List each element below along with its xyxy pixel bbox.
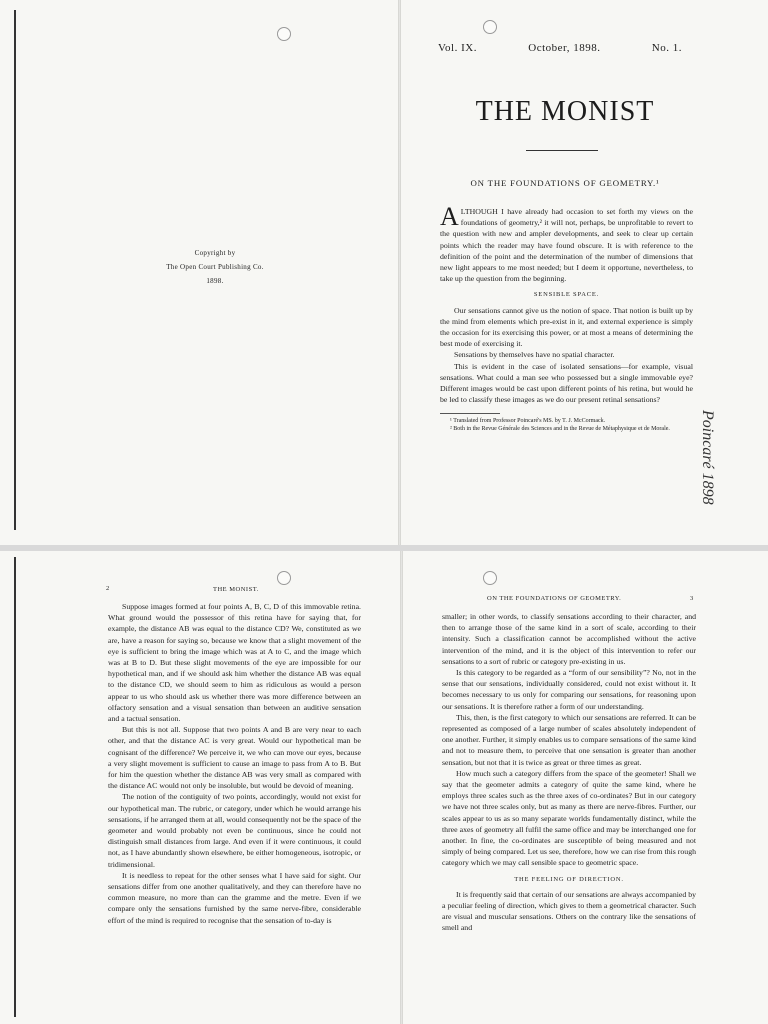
punch-hole-icon <box>277 571 291 585</box>
title-rule <box>526 150 598 151</box>
section-heading: THE FEELING OF DIRECTION. <box>514 875 624 883</box>
footnote-rule <box>440 413 500 414</box>
running-head: ON THE FOUNDATIONS OF GEOMETRY. <box>487 595 622 602</box>
section-heading: SENSIBLE SPACE. <box>533 291 600 299</box>
copyright-block <box>130 246 300 288</box>
copyright-publisher: The Open Court Publishing Co. <box>166 263 264 271</box>
footnote: ² Both in the Revue Générale des Sciences and in the Revue de Métaphysique et de Morale. <box>450 426 670 433</box>
paragraph: It is needless to repeat for the other senses what I have said for sight. Our sensations differ from one another qualitatively, and they can therefore have no common measure, no more than can the gramme and the metre. Even if we compare only the sensations furnished by the same nerve-fibre, considerable effort of the mind is required to recognise that the sensation of to-day is <box>108 870 361 925</box>
copyright-year: 1898. <box>206 277 224 285</box>
paragraph: Is this category to be regarded as a “form of our sensibility”? No, not in the sense that our sensations, individually considered, could not exist without it. It becomes necessary to us only for comparing our sensations, for reasoning upon our sensations. It is therefore rather a form of our understanding. <box>442 668 696 711</box>
handwritten-note: Poincaré 1898 <box>699 410 716 505</box>
paragraph: How much such a category differs from the space of the geometer! Shall we say that the geometer admits a category of quite the same kind, where he employs three scales such as the three axes of co-ordinates? But in our category we have not three scales only, but as many as there are nerve-fibres. Further, our scales appear to us as so many separate worlds fundamentally distinct, while the three axes of geometry all fulfil the same office and may be interchanged one for another. In fine, the co-ordinates are susceptible of being measured and not simply of being compared. Let us see, therefore, how we can rise from this rough category which we may call sensible space to geometric space. <box>442 768 696 868</box>
drop-cap: A <box>440 202 459 231</box>
intro-paragraph <box>440 202 693 284</box>
paragraph: This is evident in the case of isolated sensations—for example, visual sensations. What could a man see who possessed but a single immovable eye? Different images would be cast upon different points of his retina, but would he be led to classify these images as we do our present retinal sensations? <box>440 361 693 405</box>
page-fold <box>400 551 403 1024</box>
page-number: 2 <box>106 585 110 592</box>
bottom-page-spread <box>0 551 768 1024</box>
page-1-body <box>440 202 693 433</box>
volume: Vol. IX. <box>438 42 477 54</box>
page-number: 3 <box>690 595 694 602</box>
issue-date: October, 1898. <box>528 42 601 54</box>
paragraph: smaller; in other words, to classify sensations according to their character, and then to arrange those of the same kind in a sort of scale, according to their intensity. Such a classification cannot be accomplished without the active intervention of the mind, and it is the object of this intervention to refer our sensations to a sort of rubric or category pre-existing in us. <box>442 612 696 666</box>
paragraph: But this is not all. Suppose that two points A and B are very near to each other, and that the distance AC is very great. Would our hypothetical man be cognisant of the difference? We perceive it, we who can move our eyes, because a very slight movement is sufficient to cause an image to pass from A to B. But for him the question whether the distance AB was very small as compared with the distance AC would not only be insoluble, but would be devoid of meaning. <box>108 725 361 791</box>
page-edge-line <box>14 557 16 1017</box>
page-edge-line <box>14 10 16 530</box>
footnote: ¹ Translated from Professor Poincaré's MS. by T. J. McCormack. <box>450 418 606 425</box>
punch-hole-icon <box>483 571 497 585</box>
issue-header <box>438 42 682 54</box>
page-3-body <box>442 611 696 934</box>
journal-title: THE MONIST <box>475 96 655 127</box>
paragraph: It is frequently said that certain of our sensations are always accompanied by a peculiar feeling of direction, which gives to them a geometrical character. Such are visual and muscular sensations. Others on the contrary like the sensations of smell and <box>442 889 696 933</box>
page-2-body <box>108 601 361 926</box>
paragraph: Suppose images formed at four points A, B, C, D of this immovable retina. What ground would the possessor of this retina have for saying that, for example, the distance AB was equal to the distance CD? We, constituted as we are, have a reason for saying so, because we know that a slight movement of the eye is sufficient to bring the image which was at A to C, and the image which was at B to D. But these slight movements of the eye are impossible for our hypothetical man, and if we should ask him whether the distance AB was equal to the distance CD, we should seem to him as ridiculous as would a person appear to us who should ask us whether there was more difference between an olfactory sensation and a visual sensation than between an auditive sensation and a tactual sensation. <box>108 602 361 724</box>
issue-number: No. 1. <box>651 42 682 54</box>
page-fold <box>398 0 401 545</box>
paragraph: This, then, is the first category to which our sensations are referred. It can be represented as composed of a large number of scales absolutely independent of one another. Further, it simply enables us to compare sensations of the same kind and not to measure them, to perceive that one sensation is greater than another sensation, but not that it is twice as great or three times as great. <box>442 712 696 767</box>
paragraph: Our sensations cannot give us the notion of space. That notion is built up by the mind from elements which pre-exist in it, and external experience is simply the occasion for its exercising this power, or at most a means of determining the best mode of exercising it. <box>440 305 693 349</box>
copyright-line: Copyright by <box>194 249 236 257</box>
paragraph: The notion of the contiguity of two points, accordingly, would not exist for our hypothetical man. The rubric, or category, under which he would arrange his sensations, if he arranged them at all, would consequently not be the space of the geometer and would probably not even be continuous, since he could not distinguish small distances from large. And even if it were continuous, it could not, as I have abundantly shown elsewhere, be either homogeneous, isotropic, or tridimensional. <box>108 792 361 869</box>
punch-hole-icon <box>483 20 497 34</box>
paragraph: Sensations by themselves have no spatial character. <box>454 350 615 360</box>
article-title: ON THE FOUNDATIONS OF GEOMETRY.¹ <box>470 178 660 188</box>
punch-hole-icon <box>277 27 291 41</box>
running-head: THE MONIST. <box>213 586 259 593</box>
intro-text: LTHOUGH I have already had occasion to set forth my views on the foundations of geometry,² it will not, perhaps, be unprofitable to revert to the question with new and ampler developments, and seek to clear up certain points which the reader may have found obscure. It is with reference to the definition of the point and the determination of the number of dimensions that new light appears to me most needed; but I deem it opportune, nevertheless, to take up the question from the beginning. <box>440 207 693 284</box>
